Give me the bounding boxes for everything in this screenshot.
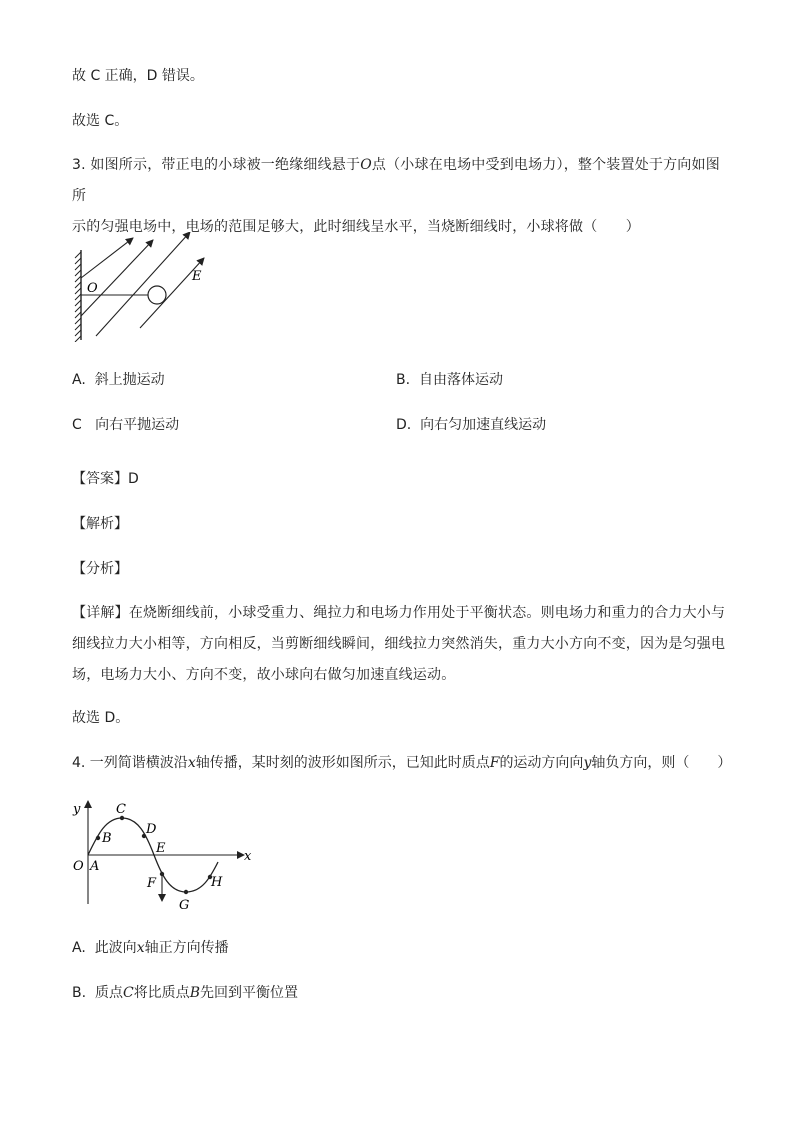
wall-hatching xyxy=(75,252,81,342)
q4-option-b xyxy=(72,983,298,1003)
option-key: A. xyxy=(72,372,86,388)
label-h: H xyxy=(211,875,223,890)
prev-conclusion: 故 C 正确，D 错误。 xyxy=(72,68,204,84)
label-f: F xyxy=(147,876,157,891)
field-line xyxy=(96,232,190,336)
prev-choice: 故选 C。 xyxy=(72,113,129,129)
answer-tag: 【答案】 xyxy=(72,471,128,487)
option-key: A. xyxy=(72,940,86,956)
field-line xyxy=(81,240,153,316)
label-o: O xyxy=(87,281,98,296)
q4-stem-part: 的运动方向向 xyxy=(499,755,584,771)
label-e: E xyxy=(192,269,202,284)
q3-detail xyxy=(72,598,732,691)
option-var-x: x xyxy=(136,940,145,956)
option-text: 自由落体运动 xyxy=(418,372,503,388)
option-key: B. xyxy=(396,372,411,388)
label-y-axis: y xyxy=(73,802,81,817)
q3-answer xyxy=(72,469,139,489)
label-a: A xyxy=(90,859,100,874)
q3-stem-point-o: O xyxy=(360,157,372,173)
option-var-c: C xyxy=(122,985,134,1001)
option-text: 此波向 xyxy=(94,940,137,956)
q4-option-a xyxy=(72,938,229,958)
option-key: B. xyxy=(72,985,87,1001)
q3-option-a xyxy=(72,370,165,390)
q4-stem-var-f: F xyxy=(489,755,500,771)
option-var-b: B xyxy=(189,985,200,1001)
q3-analysis-tag: 【解析】 xyxy=(72,516,128,532)
detail-tag: 【详解】 xyxy=(72,605,129,621)
q4-stem-part: 4. 一列简谐横波沿 xyxy=(72,755,188,771)
option-text: 斜上抛运动 xyxy=(94,372,165,388)
label-b: B xyxy=(102,831,112,846)
label-origin: O xyxy=(73,859,84,874)
q3-stem-part2: 点（小球在电场中受到电场力），整个装置处于方向如图所 xyxy=(72,157,720,204)
label-x-axis: x xyxy=(244,849,252,864)
point-b-dot xyxy=(96,836,100,840)
q3-stem-part1: 3. 如图所示，带正电的小球被一绝缘细线悬于 xyxy=(72,157,361,173)
q4-stem xyxy=(72,753,731,773)
label-d: D xyxy=(146,822,157,837)
q4-wave-figure xyxy=(70,796,260,914)
detail-line: 细线拉力大小相等，方向相反，当剪断细线瞬间，细线拉力突然消失，重力大小方向不变，因为是匀强电 xyxy=(72,636,726,652)
option-text: 轴正方向传播 xyxy=(144,940,229,956)
q4-stem-var-y: y xyxy=(583,755,592,771)
point-f-dot xyxy=(160,872,164,876)
detail-line: 场，电场力大小、方向不变，故小球向右做匀加速直线运动。 xyxy=(72,667,456,683)
option-key: C xyxy=(72,417,82,433)
field-line xyxy=(81,238,133,278)
option-text: 先回到平衡位置 xyxy=(199,985,298,1001)
option-key: D. xyxy=(396,417,412,433)
option-text: 向右平抛运动 xyxy=(95,417,180,433)
charged-ball xyxy=(148,286,166,304)
label-c: C xyxy=(116,802,126,817)
answer-value: D xyxy=(128,471,139,487)
q3-option-c xyxy=(72,415,179,435)
q3-stem-part3: 示的匀强电场中，电场的范围足够大，此时细线呈水平，当烧断细线时，小球将做（ ） xyxy=(72,219,640,235)
q3-option-d xyxy=(396,415,546,435)
q4-stem-part: 轴负方向，则（ ） xyxy=(591,755,732,771)
option-text: 质点 xyxy=(94,985,123,1001)
option-text: 向右匀加速直线运动 xyxy=(420,417,547,433)
q3-option-b xyxy=(396,370,503,390)
q3-stem xyxy=(72,150,732,243)
label-g: G xyxy=(179,898,190,913)
q3-field-figure xyxy=(70,232,210,342)
q3-choice: 故选 D。 xyxy=(72,710,130,726)
label-e: E xyxy=(156,841,166,856)
q4-stem-part: 轴传播，某时刻的波形如图所示，已知此时质点 xyxy=(195,755,490,771)
option-text: 将比质点 xyxy=(133,985,190,1001)
q3-fenxi-tag: 【分析】 xyxy=(72,561,128,577)
q4-stem-var-x: x xyxy=(187,755,196,771)
detail-line: 在烧断细线前，小球受重力、绳拉力和电场力作用处于平衡状态。则电场力和重力的合力大小与 xyxy=(128,605,726,621)
point-g-dot xyxy=(184,890,188,894)
